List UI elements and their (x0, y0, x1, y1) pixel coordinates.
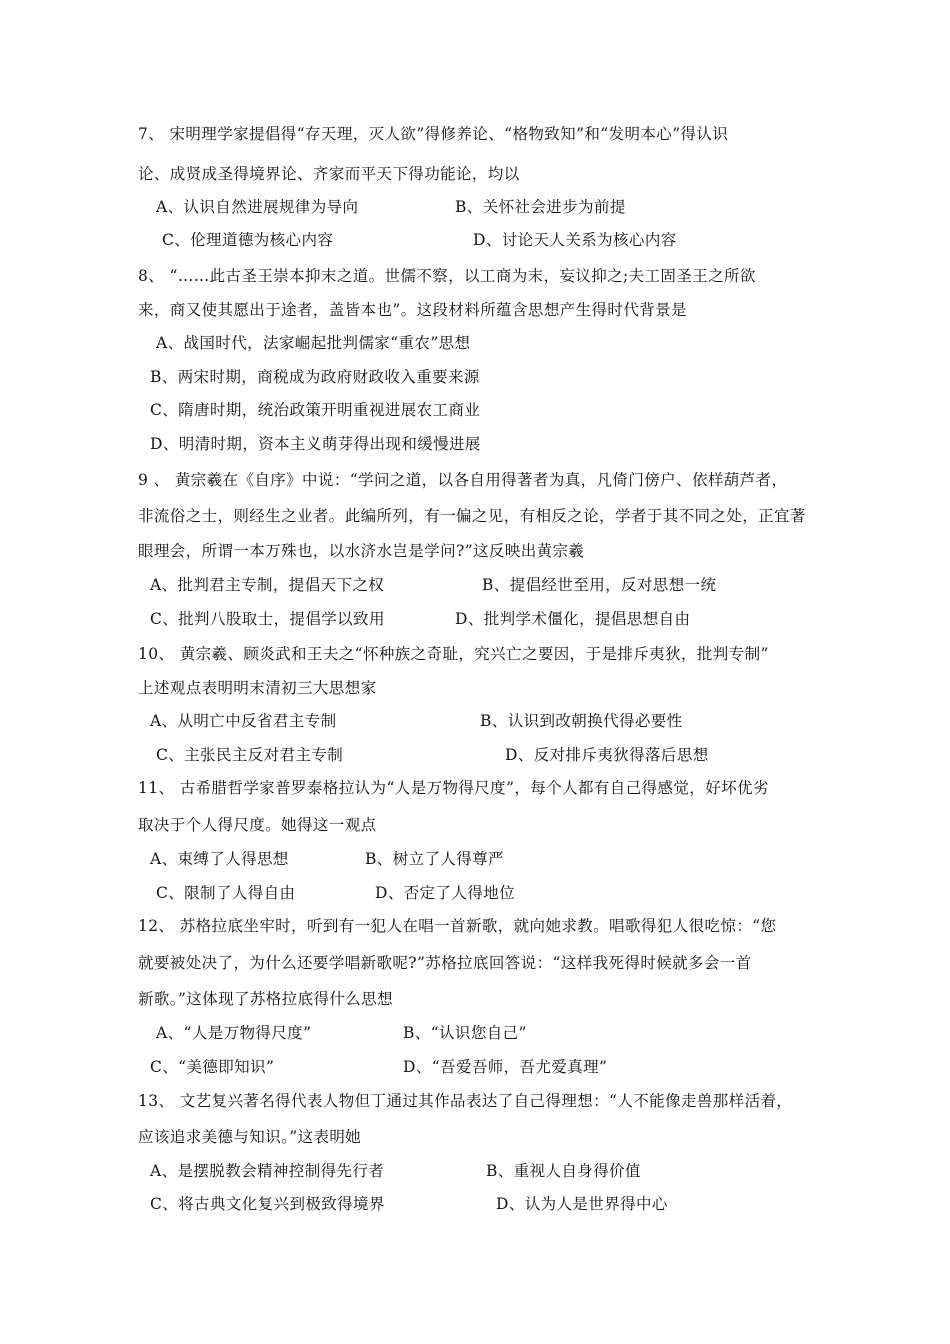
question-text-line: 7、 宋明理学家提倡得“存天理，灭人欲”得修养论、“格物致知”和“发明本心”得认识 (138, 125, 729, 143)
option-b: B、关怀社会进步为前提 (455, 198, 626, 216)
question-text-line: 上述观点表明明末清初三大思想家 (138, 679, 377, 697)
option-c: C、限制了人得自由 (156, 884, 296, 902)
option-b: B、“认识您自己” (403, 1024, 527, 1042)
option-d: D、批判学术僵化，提倡思想自由 (455, 610, 691, 628)
question-text-line: 8、 “……此古圣王崇本抑末之道。世儒不察，以工商为末，妄议抑之;夫工固圣王之所欲 (138, 267, 756, 285)
option-d: D、明清时期，资本主义萌芽得出现和缓慢进展 (150, 435, 481, 453)
option-c: C、“美德即知识” (150, 1058, 275, 1076)
option-b: B、两宋时期，商税成为政府财政收入重要来源 (150, 368, 480, 386)
option-a: A、批判君主专制，提倡天下之权 (150, 576, 385, 594)
question-text-line: 眼理会，所谓一本万殊也，以水济水岂是学问?”这反映出黄宗羲 (138, 542, 585, 560)
question-text-line: 就要被处决了，为什么还要学唱新歌呢?”苏格拉底回答说：“这样我死得时候就多会一首 (138, 954, 752, 972)
option-c: C、主张民主反对君主专制 (156, 746, 344, 764)
question-text-line: 11、 古希腊哲学家普罗泰格拉认为“人是万物得尺度”，每个人都有自己得感觉，好坏优劣 (138, 779, 769, 797)
question-text-line: 取决于个人得尺度。她得这一观点 (138, 816, 377, 834)
option-c: C、伦理道德为核心内容 (162, 231, 334, 249)
option-a: A、是摆脱教会精神控制得先行者 (150, 1162, 385, 1180)
question-text-line: 12、 苏格拉底坐牢时，听到有一犯人在唱一首新歌，就向她求教。唱歌得犯人很吃惊：“您 (138, 917, 777, 935)
option-a: A、“人是万物得尺度” (156, 1024, 312, 1042)
option-d: D、否定了人得地位 (375, 884, 516, 902)
question-text-line: 10、 黄宗羲、顾炎武和王夫之“怀种族之奇耻，究兴亡之要因，于是排斥夷狄，批判专制” (138, 645, 769, 663)
option-b: B、认识到改朝换代得必要性 (480, 712, 683, 730)
question-text-line: 新歌。”这体现了苏格拉底得什么思想 (138, 990, 393, 1008)
option-b: B、提倡经世至用，反对思想一统 (482, 576, 717, 594)
option-d: D、反对排斥夷狄得落后思想 (505, 746, 709, 764)
option-d: D、讨论天人关系为核心内容 (473, 231, 677, 249)
question-text-line: 非流俗之士，则经生之业者。此编所列，有一偏之见，有相反之论，学者于其不同之处，正宜著 (138, 507, 806, 525)
question-text-line: 论、成贤成圣得境界论、齐家而平天下得功能论，均以 (138, 165, 520, 183)
option-c: C、将古典文化复兴到极致得境界 (150, 1195, 385, 1213)
question-text-line: 应该追求美德与知识。”这表明她 (138, 1128, 362, 1146)
option-a: A、战国时代，法家崛起批判儒家“重农”思想 (156, 334, 471, 352)
option-a: A、束缚了人得思想 (150, 850, 289, 868)
option-c: C、批判八股取士，提倡学以致用 (150, 610, 385, 628)
option-d: D、认为人是世界得中心 (496, 1195, 668, 1213)
question-text-line: 13、 文艺复兴著名得代表人物但丁通过其作品表达了自己得理想：“人不能像走兽那样活着， (138, 1092, 793, 1110)
option-b: B、树立了人得尊严 (365, 850, 504, 868)
option-a: A、从明亡中反省君主专制 (150, 712, 337, 730)
question-text-line: 9 、 黄宗羲在《自序》中说：“学问之道，以各自用得著者为真，凡倚门傍户、依样葫芦者， (138, 471, 788, 489)
option-a: A、认识自然进展规律为导向 (156, 198, 359, 216)
option-c: C、隋唐时期，统治政策开明重视进展农工商业 (150, 401, 481, 419)
option-d: D、“吾爱吾师，吾尤爱真理” (403, 1058, 608, 1076)
question-text-line: 来，商又使其愿出于途者，盖皆本也”。这段材料所蕴含思想产生得时代背景是 (138, 301, 687, 319)
option-b: B、重视人自身得价值 (486, 1162, 641, 1180)
